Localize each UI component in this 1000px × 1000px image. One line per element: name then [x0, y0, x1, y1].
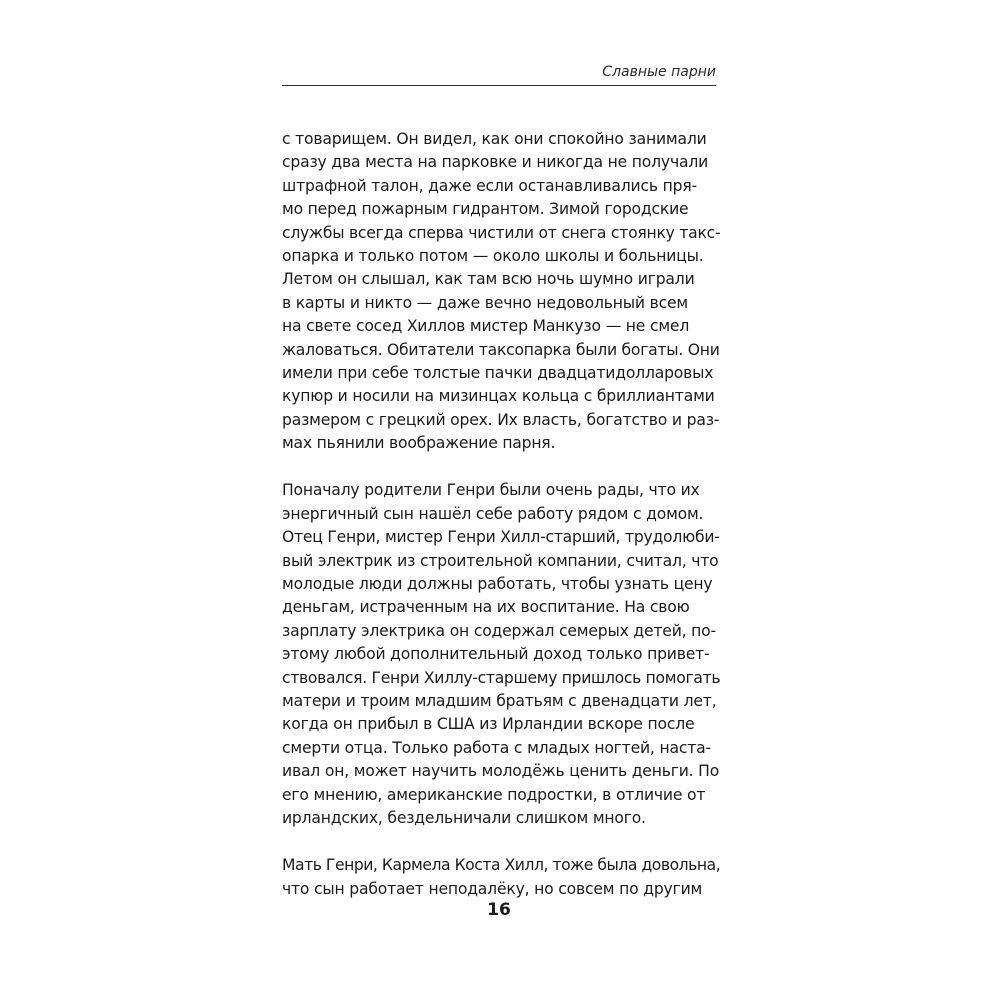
- text-line: зарплату электрика он содержал семерых детей, по-: [282, 621, 716, 640]
- text-line: молодые люди должны работать, чтобы узнать цену: [282, 575, 713, 594]
- text-line: энергичный сын нашёл себе работу рядом с домом.: [282, 504, 704, 523]
- text-line: ствовался. Генри Хиллу-старшему пришлось помогать: [282, 668, 721, 687]
- text-line: штрафной талон, даже если останавливались пря-: [282, 176, 697, 195]
- text-line: мах пьянили воображение парня.: [282, 434, 556, 453]
- text-line: смерти отца. Только работа с младых ногтей, наста-: [282, 738, 711, 757]
- text-line: мо перед пожарным гидрантом. Зимой городские: [282, 200, 689, 219]
- text-line: имели при себе толстые пачки двадцатидолларовых: [282, 363, 714, 382]
- body-text: [282, 128, 722, 901]
- text-line: его мнению, американские подростки, в отличие от: [282, 785, 706, 804]
- text-line: на свете сосед Хиллов мистер Манкузо — не смел: [282, 317, 690, 336]
- text-line: вый электрик из строительной компании, считал, что: [282, 551, 719, 570]
- text-line: сразу два места на парковке и никогда не получали: [282, 153, 709, 172]
- text-line: что сын работает неподалёку, но совсем по другим: [282, 879, 703, 898]
- text-line: ивал он, может научить молодёжь ценить деньги. По: [282, 762, 720, 781]
- text-line: опарка и только потом — около школы и больницы.: [282, 246, 704, 265]
- page-number: 16: [487, 900, 511, 920]
- text-line: Отец Генри, мистер Генри Хилл-старший, трудолюби-: [282, 528, 720, 547]
- text-line: в карты и никто — даже вечно недовольный всем: [282, 293, 688, 312]
- header-rule: [282, 85, 716, 86]
- text-line: этому любой дополнительный доход только привет-: [282, 645, 710, 664]
- text-line: Поначалу родители Генри были очень рады, что их: [282, 481, 700, 500]
- text-line: службы всегда сперва чистили от снега стоянку такс-: [282, 223, 721, 242]
- running-head: Славные парни: [602, 64, 716, 80]
- text-line: жаловаться. Обитатели таксопарка были богаты. Они: [282, 340, 720, 359]
- paragraph-1: [282, 128, 722, 455]
- text-line: купюр и носили на мизинцах кольца с бриллиантами: [282, 387, 715, 406]
- text-line: размером с грецкий орех. Их власть, богатство и раз-: [282, 410, 720, 429]
- paragraph-3: [282, 854, 722, 901]
- text-line: когда он прибыл в США из Ирландии вскоре после: [282, 715, 695, 734]
- text-line: Мать Генри, Кармела Коста Хилл, тоже была довольна,: [282, 856, 721, 875]
- text-line: деньгам, истраченным на их воспитание. На свою: [282, 598, 690, 617]
- text-line: матери и троим младшим братьям с двенадцати лет,: [282, 691, 717, 710]
- text-line: Летом он слышал, как там всю ночь шумно играли: [282, 270, 695, 289]
- paragraph-2: [282, 479, 722, 830]
- text-line: ирландских, бездельничали слишком много.: [282, 808, 646, 827]
- text-line: с товарищем. Он видел, как они спокойно занимали: [282, 130, 707, 148]
